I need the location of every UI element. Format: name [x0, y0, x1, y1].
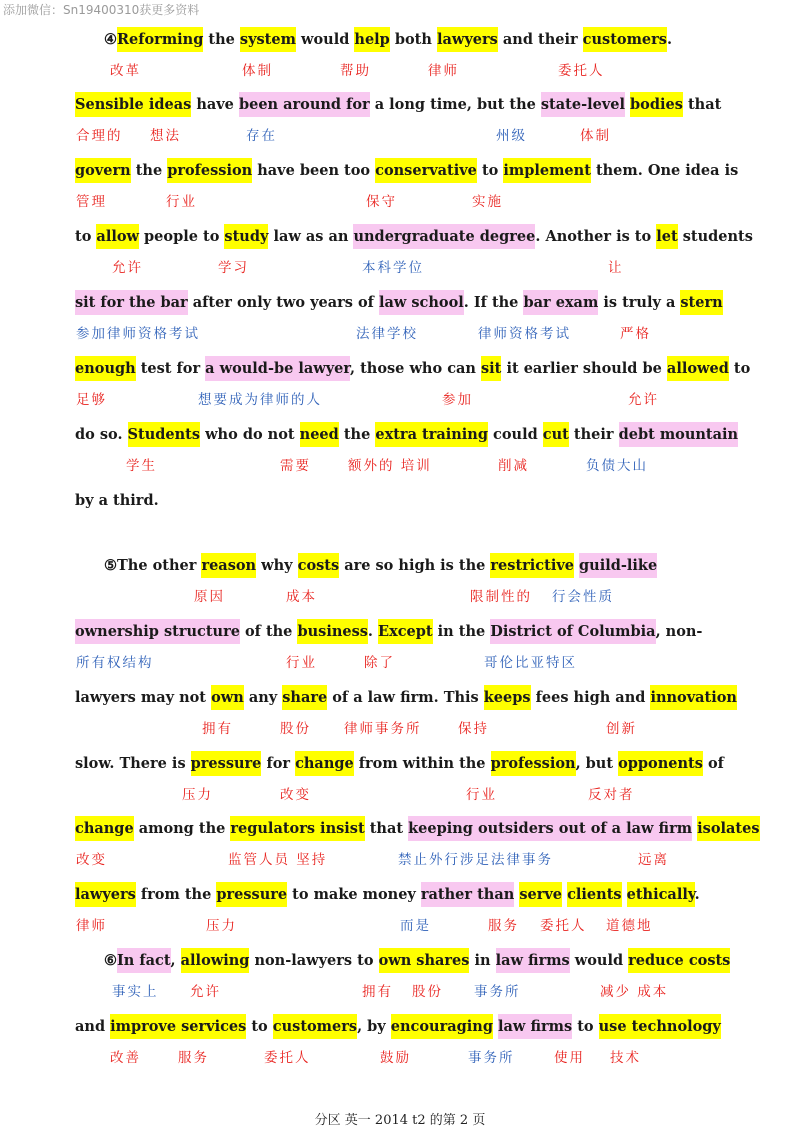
text-run: people to	[139, 228, 225, 245]
highlighted-word: help	[354, 27, 389, 52]
highlighted-phrase: rather than	[421, 882, 514, 907]
text-run: ⑥	[104, 952, 117, 969]
highlighted-word: study	[224, 224, 268, 249]
text-line	[75, 487, 159, 515]
chinese-gloss: 学习	[218, 260, 249, 276]
text-run: students	[677, 228, 753, 245]
chinese-gloss: 严格	[620, 326, 651, 342]
chinese-gloss: 帮助	[340, 63, 371, 79]
chinese-gloss: 股份	[412, 984, 443, 1000]
chinese-gloss: 委托人	[540, 918, 587, 934]
text-line	[75, 750, 724, 778]
highlighted-word: system	[240, 27, 296, 52]
highlighted-word: encouraging	[391, 1014, 493, 1039]
chinese-gloss: 道德地	[606, 918, 653, 934]
text-run: , but	[575, 755, 619, 772]
chinese-gloss: 所有权结构	[76, 655, 154, 671]
chinese-gloss: 事实上	[112, 984, 159, 1000]
text-run: , those who can	[350, 360, 482, 377]
text-run: would	[569, 952, 629, 969]
chinese-gloss: 行业	[166, 194, 197, 210]
chinese-gloss: 存在	[246, 128, 277, 144]
chinese-gloss: 压力	[206, 918, 237, 934]
highlighted-phrase: guild-like	[579, 553, 657, 578]
chinese-gloss: 行业	[466, 787, 497, 803]
chinese-gloss: 削减	[498, 458, 529, 474]
chinese-gloss: 服务	[178, 1050, 209, 1066]
highlighted-word: extra training	[375, 422, 488, 447]
highlighted-word: opponents	[618, 751, 703, 776]
chinese-gloss: 原因	[194, 589, 225, 605]
text-run: .	[666, 31, 673, 48]
highlighted-word: allow	[96, 224, 139, 249]
text-line	[75, 91, 721, 119]
chinese-gloss: 而是	[400, 918, 431, 934]
text-run: the	[203, 31, 240, 48]
chinese-gloss: 律师事务所	[344, 721, 422, 737]
text-run: them. One idea is	[590, 162, 739, 179]
chinese-gloss: 委托人	[558, 63, 605, 79]
highlighted-word: sit	[481, 356, 501, 381]
text-run: to	[728, 360, 751, 377]
text-run: for	[261, 755, 296, 772]
chinese-gloss: 限制性的	[470, 589, 532, 605]
highlighted-word: allowing	[181, 948, 250, 973]
highlighted-phrase: been around for	[239, 92, 370, 117]
highlighted-word: change	[295, 751, 354, 776]
text-line	[75, 355, 750, 383]
chinese-gloss: 负债大山	[586, 458, 648, 474]
chinese-gloss: 本科学位	[362, 260, 424, 276]
text-run: would	[295, 31, 355, 48]
chinese-gloss: 参加律师资格考试	[76, 326, 200, 342]
highlighted-phrase: bar exam	[523, 290, 598, 315]
highlighted-word: enough	[75, 356, 136, 381]
text-line	[75, 815, 760, 843]
highlighted-word: serve	[519, 882, 562, 907]
chinese-gloss: 体制	[580, 128, 611, 144]
chinese-gloss: 改变	[280, 787, 311, 803]
chinese-gloss: 股份	[280, 721, 311, 737]
highlighted-word: customers	[273, 1014, 357, 1039]
chinese-gloss: 想法	[150, 128, 181, 144]
text-run: slow. There is	[75, 755, 191, 772]
highlighted-phrase: law firms	[496, 948, 570, 973]
chinese-gloss: 法律学校	[356, 326, 418, 342]
highlighted-word: reason	[201, 553, 256, 578]
text-run: why	[256, 557, 298, 574]
chinese-gloss: 保守	[366, 194, 397, 210]
chinese-gloss: 事务所	[468, 1050, 515, 1066]
chinese-gloss: 需要	[280, 458, 311, 474]
highlighted-phrase: sit for the bar	[75, 290, 188, 315]
text-line	[104, 552, 657, 580]
highlighted-phrase: undergraduate degree	[353, 224, 535, 249]
chinese-gloss: 哥伦比亚特区	[484, 655, 577, 671]
text-run: of a law firm. This	[327, 689, 484, 706]
text-run: ④	[104, 31, 117, 48]
page-footer: 分区 英一 2014 t2 的第 2 页	[314, 1113, 486, 1128]
highlighted-word: conservative	[375, 158, 477, 183]
highlighted-word: business	[297, 619, 367, 644]
text-run: from the	[135, 886, 217, 903]
text-run: could	[487, 426, 543, 443]
text-line	[75, 223, 753, 251]
text-run: , by	[357, 1018, 391, 1035]
chinese-gloss: 足够	[76, 392, 107, 408]
text-run: and their	[497, 31, 583, 48]
highlighted-phrase: debt mountain	[619, 422, 739, 447]
highlighted-phrase: In fact	[117, 948, 171, 973]
chinese-gloss: 改革	[110, 63, 141, 79]
chinese-gloss: 技术	[610, 1050, 641, 1066]
chinese-gloss: 反对者	[588, 787, 635, 803]
chinese-gloss: 改善	[110, 1050, 141, 1066]
text-run: fees high and	[530, 689, 651, 706]
highlighted-word: Students	[128, 422, 200, 447]
text-run: . If the	[463, 294, 524, 311]
highlighted-word: use technology	[599, 1014, 721, 1039]
text-run: the	[130, 162, 168, 179]
highlighted-phrase: ownership structure	[75, 619, 240, 644]
text-run: ,	[170, 952, 181, 969]
chinese-gloss: 拥有	[362, 984, 393, 1000]
highlighted-phrase: District of Columbia	[490, 619, 655, 644]
chinese-gloss: 创新	[606, 721, 637, 737]
text-run: .	[694, 886, 700, 903]
text-run: to	[75, 228, 97, 245]
text-run: are so high is the	[339, 557, 491, 574]
chinese-gloss: 除了	[364, 655, 395, 671]
text-run: to	[246, 1018, 273, 1035]
highlighted-word: Sensible ideas	[75, 92, 191, 117]
text-line	[75, 421, 738, 449]
chinese-gloss: 州级	[496, 128, 527, 144]
text-run: to	[476, 162, 504, 179]
text-run: ⑤The other	[104, 557, 202, 574]
highlighted-word: cut	[543, 422, 569, 447]
chinese-gloss: 鼓励	[380, 1050, 411, 1066]
chinese-gloss: 学生	[126, 458, 157, 474]
chinese-gloss: 合理的	[76, 128, 123, 144]
chinese-gloss: 改变	[76, 852, 107, 868]
highlighted-phrase: law firms	[498, 1014, 572, 1039]
chinese-gloss: 拥有	[202, 721, 233, 737]
text-run: of	[702, 755, 724, 772]
text-run: who do not	[200, 426, 300, 443]
highlighted-word: allowed	[667, 356, 729, 381]
highlighted-word: improve services	[110, 1014, 246, 1039]
text-run: among the	[133, 820, 231, 837]
highlighted-word: Reforming	[117, 27, 203, 52]
highlighted-word: ethically	[627, 882, 695, 907]
chinese-gloss: 远离	[638, 852, 669, 868]
chinese-gloss: 律师	[428, 63, 459, 79]
text-run	[622, 882, 627, 907]
highlighted-word: costs	[298, 553, 340, 578]
text-run: in the	[432, 623, 491, 640]
text-run: of the	[239, 623, 298, 640]
text-line	[75, 289, 723, 317]
text-run: do so.	[75, 426, 128, 443]
highlighted-word: restrictive	[490, 553, 574, 578]
chinese-gloss: 律师资格考试	[478, 326, 571, 342]
text-line	[75, 157, 738, 185]
highlighted-word: pressure	[216, 882, 287, 907]
text-run: both	[389, 31, 437, 48]
highlighted-word: clients	[567, 882, 621, 907]
text-run: to	[572, 1018, 599, 1035]
chinese-gloss: 想要成为律师的人	[198, 392, 322, 408]
text-run: have been too	[252, 162, 376, 179]
chinese-gloss: 保持	[458, 721, 489, 737]
text-line	[104, 26, 672, 54]
highlighted-word: own	[211, 685, 244, 710]
watermark-text: 添加微信：Sn19400310获更多资料	[3, 3, 200, 17]
text-run: law as an	[268, 228, 354, 245]
highlighted-word: lawyers	[437, 27, 498, 52]
chinese-gloss: 管理	[76, 194, 107, 210]
text-line	[75, 618, 702, 646]
text-line	[75, 1013, 721, 1041]
text-run: the	[338, 426, 376, 443]
highlighted-word: customers	[583, 27, 667, 52]
highlighted-word: let	[656, 224, 677, 249]
chinese-gloss: 允许	[628, 392, 659, 408]
chinese-gloss: 委托人	[264, 1050, 311, 1066]
chinese-gloss: 允许	[112, 260, 143, 276]
chinese-gloss: 参加	[442, 392, 473, 408]
text-run: have	[191, 96, 239, 113]
highlighted-phrase: keeping outsiders out of a law firm	[408, 816, 692, 841]
highlighted-word: regulators insist	[230, 816, 364, 841]
text-run: it earlier should be	[501, 360, 667, 377]
text-line	[104, 947, 730, 975]
chinese-gloss: 使用	[554, 1050, 585, 1066]
highlighted-word: implement	[503, 158, 591, 183]
chinese-gloss: 压力	[182, 787, 213, 803]
text-run: is truly a	[598, 294, 681, 311]
chinese-gloss: 减少 成本	[600, 984, 669, 1000]
highlighted-word: change	[75, 816, 134, 841]
chinese-gloss: 允许	[190, 984, 221, 1000]
text-run: non-lawyers to	[249, 952, 379, 969]
text-run: to make money	[287, 886, 421, 903]
text-line	[75, 881, 700, 909]
chinese-gloss: 额外的 培训	[348, 458, 432, 474]
chinese-gloss: 行业	[286, 655, 317, 671]
chinese-gloss: 成本	[286, 589, 317, 605]
highlighted-word: profession	[167, 158, 252, 183]
text-run: after only two years of	[187, 294, 379, 311]
highlighted-word: profession	[491, 751, 576, 776]
text-run: . Another is to	[535, 228, 657, 245]
text-run: .	[367, 623, 379, 640]
chinese-gloss: 实施	[472, 194, 503, 210]
chinese-gloss: 服务	[488, 918, 519, 934]
highlighted-word: innovation	[650, 685, 737, 710]
highlighted-word: reduce costs	[628, 948, 730, 973]
highlighted-phrase: state-level	[541, 92, 625, 117]
chinese-gloss: 禁止外行涉足法律事务	[398, 852, 553, 868]
text-line	[75, 684, 737, 712]
chinese-gloss: 事务所	[474, 984, 521, 1000]
highlighted-word: govern	[75, 158, 131, 183]
highlighted-word: lawyers	[75, 882, 136, 907]
text-run: in	[469, 952, 496, 969]
highlighted-word: stern	[680, 290, 722, 315]
chinese-gloss: 律师	[76, 918, 107, 934]
text-run: and	[75, 1018, 111, 1035]
chinese-gloss: 监管人员 坚持	[228, 852, 328, 868]
text-run: their	[568, 426, 619, 443]
text-run: from within the	[353, 755, 491, 772]
highlighted-word: share	[282, 685, 327, 710]
highlighted-word: keeps	[484, 685, 531, 710]
text-run: lawyers may not	[75, 689, 212, 706]
text-run: that	[682, 96, 722, 113]
highlighted-word: isolates	[697, 816, 759, 841]
highlighted-phrase: law school	[379, 290, 464, 315]
chinese-gloss: 让	[608, 260, 624, 276]
text-run: , non-	[655, 623, 703, 640]
chinese-gloss: 体制	[242, 63, 273, 79]
highlighted-word: own shares	[379, 948, 470, 973]
highlighted-word: pressure	[191, 751, 262, 776]
highlighted-word: need	[300, 422, 339, 447]
highlighted-word: Except	[378, 619, 433, 644]
text-run: any	[243, 689, 283, 706]
highlighted-phrase: a would-be lawyer	[205, 356, 350, 381]
highlighted-word: bodies	[630, 92, 683, 117]
text-run: a long time, but the	[369, 96, 541, 113]
chinese-gloss: 行会性质	[552, 589, 614, 605]
text-run: by a third.	[75, 492, 159, 509]
text-run: test for	[135, 360, 206, 377]
text-run: that	[364, 820, 409, 837]
